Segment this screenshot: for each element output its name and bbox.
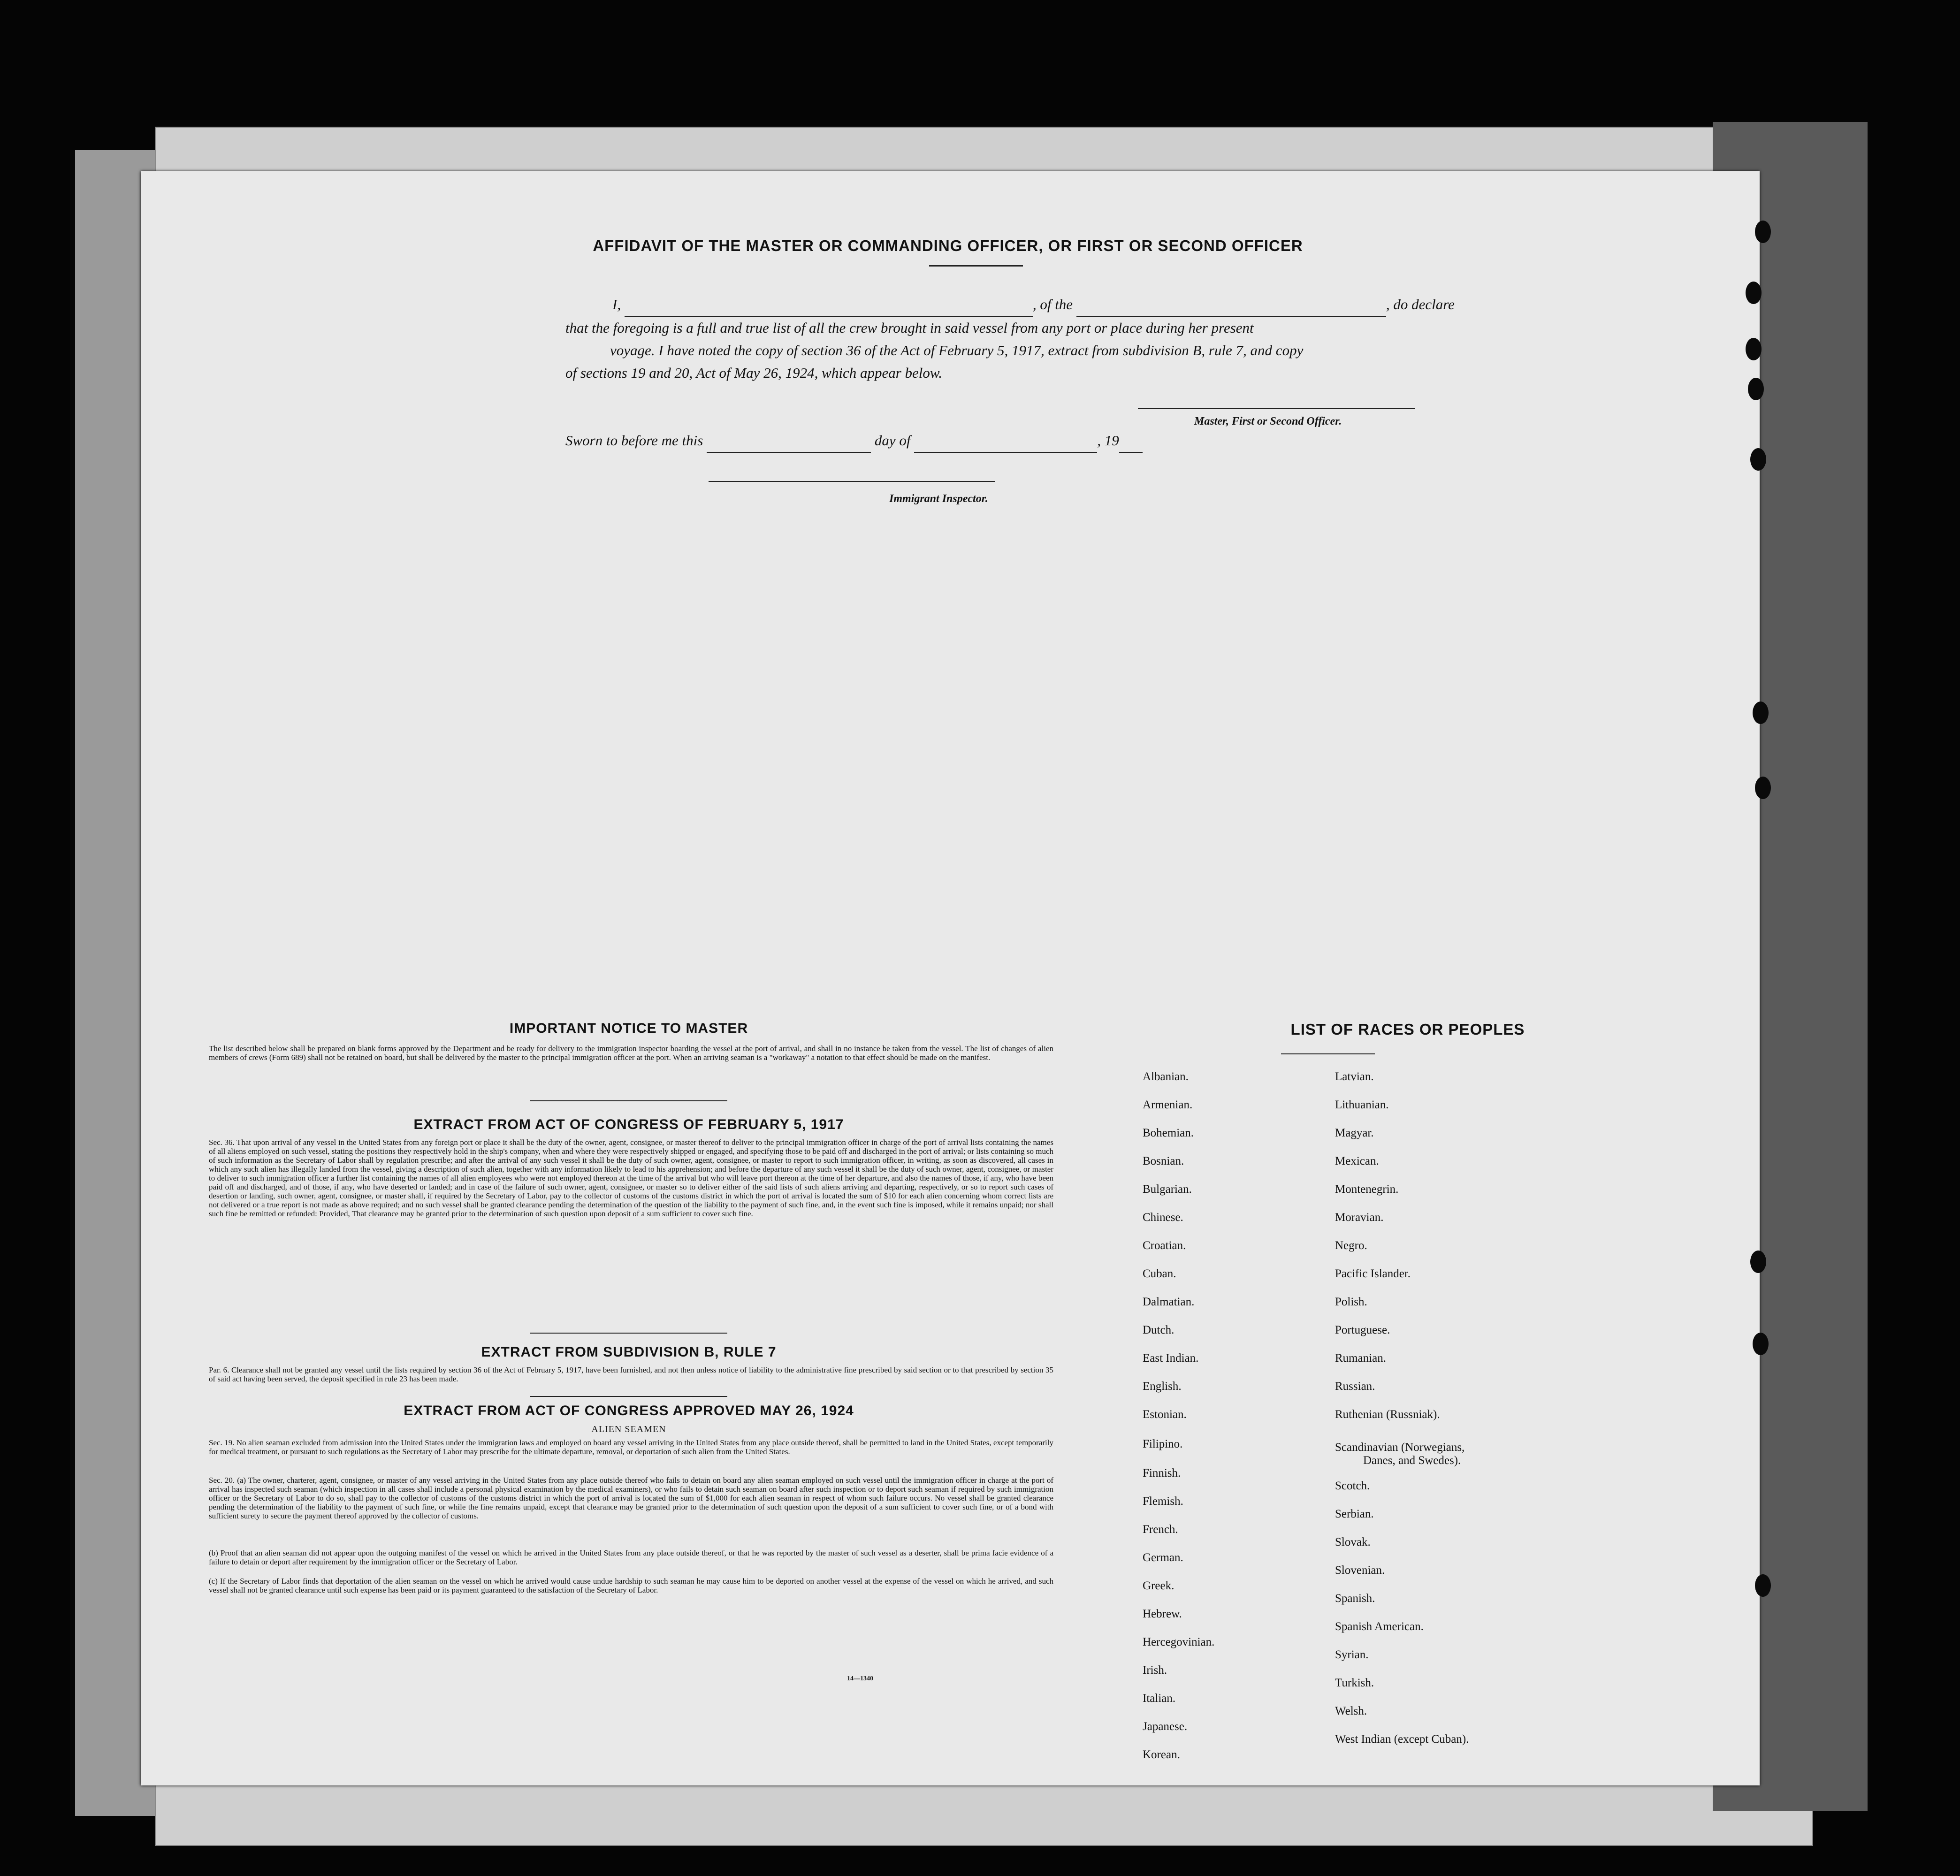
race-item: Finnish.	[1143, 1467, 1181, 1479]
race-item: Greek.	[1143, 1579, 1174, 1592]
race-item: German.	[1143, 1551, 1183, 1564]
race-item: Syrian.	[1335, 1648, 1369, 1661]
form-number: 14—1340	[847, 1675, 873, 1682]
race-item: East Indian.	[1143, 1352, 1199, 1365]
race-item: Irish.	[1143, 1664, 1167, 1677]
notice-rule	[530, 1100, 727, 1101]
extract-1917-rule	[530, 1333, 727, 1334]
sworn-line: Sworn to before me this day of , 19	[565, 429, 1143, 453]
extract-rule7-title: EXTRACT FROM SUBDIVISION B, RULE 7	[481, 1344, 777, 1360]
punch-hole	[1753, 1333, 1769, 1355]
race-item: Japanese.	[1143, 1720, 1188, 1733]
extract-1917-text: Sec. 36. That upon arrival of any vessel in the United States from any foreign port or place it shall be the duty of the owner, agent, consignee, or master thereof to deliver to the principal immigration officer in charge of the port of arrival lists containing the names of all aliens employed on such vessel, stating the positions they respectively hold in the ship's company, when and where they were respectively shipped or engaged, and specifying those to be paid off and discharged in the port of arrival; or lists containing so much of such information as the Secretary of Labor shall by regulation prescribe; and after the arrival of any such vessel it shall be the duty of such owner, agent, consignee, or master to report to such immigration officer, in writing, as soon as discovered, all cases in which any such alien has illegally landed from the vessel, giving a description of such alien, together with any information likely to lead to his apprehension; and before the departure of any such vessel it shall be the duty of such owner, agent, consignee, or master to deliver to such immigration officer a further list containing the names of all alien employees who were not employed thereon at the time of the arrival but who will leave port thereon at the time of her departure, and also the names of those, if any, who have been paid off and discharged, and of those, if any, who have deserted or landed; and in case of the failure of such owner, agent, consignee, or master so to deliver either of the said lists of such aliens arriving and departing, respectively, or so to report such cases of desertion or landing, such owner, agent, consignee, or master shall, if required by the Secretary of Labor, pay to the collector of customs of the customs district in which the port of arrival is located the sum of $10 for each alien concerning whom correct lists are not delivered or a true report is not made as above required; and no such vessel shall be granted clearance pending the determination of the question of the liability to the payment of such fine, and, in the event such fine is imposed, while it remains unpaid; nor shall such fine be remitted or refunded: Provided, That clearance may be granted prior to the determination of such question upon deposit of a sum sufficient to cover such fine.	[209, 1138, 1053, 1218]
race-item: Hercegovinian.	[1143, 1636, 1215, 1648]
affidavit-title-rule	[929, 265, 1023, 267]
race-item: Armenian.	[1143, 1098, 1193, 1111]
punch-hole	[1750, 448, 1766, 471]
race-item: Polish.	[1335, 1296, 1367, 1308]
race-item: Welsh.	[1335, 1705, 1367, 1717]
extract-1924-title: EXTRACT FROM ACT OF CONGRESS APPROVED MAY 26, 1924	[404, 1403, 854, 1418]
sworn-month-blank[interactable]	[914, 429, 1097, 453]
race-item: Ruthenian (Russniak).	[1335, 1408, 1440, 1421]
race-item: Slovenian.	[1335, 1564, 1385, 1577]
sworn-day-blank[interactable]	[707, 429, 871, 453]
master-signature-label: Master, First or Second Officer.	[1194, 415, 1342, 427]
race-item: French.	[1143, 1523, 1178, 1536]
master-signature-line[interactable]	[1138, 408, 1415, 409]
race-item: Estonian.	[1143, 1408, 1187, 1421]
extract-1924-subtitle: ALIEN SEAMEN	[591, 1424, 666, 1434]
notice-text: The list described below shall be prepared on blank forms approved by the Department and be ready for delivery to the immigration inspector boarding the vessel at the port of arrival, and shall in no instance be taken from the vessel. The list of changes of alien members of crews (Form 689) shall not be retained on board, but shall be delivered by the master to the principal immigration officer at the port. When an arriving seaman is a "workaway" a notation to that effect should be made on the manifest.	[209, 1044, 1053, 1062]
race-item: Latvian.	[1335, 1070, 1374, 1083]
race-item: Hebrew.	[1143, 1608, 1182, 1620]
race-item: Spanish.	[1335, 1592, 1375, 1605]
affidavit-line-4: of sections 19 and 20, Act of May 26, 1924, which appear below.	[565, 365, 943, 381]
affidavit-line-3: voyage. I have noted the copy of section 36 of the Act of February 5, 1917, extract from subdivision B, rule 7, and copy	[610, 342, 1304, 358]
extract-1924-sec20c: (c) If the Secretary of Labor finds that deportation of the alien seaman on the vessel on which he arrived would cause undue hardship to such seaman he may cause him to be deported on another vessel at the expense of the vessel on which he arrived, and such vessel shall not be granted clearance until such expense has been paid or its payment guaranteed to the satisfaction of the Secretary of Labor.	[209, 1577, 1053, 1594]
race-item: Serbian.	[1335, 1508, 1374, 1520]
extract-1924-sec19: Sec. 19. No alien seaman excluded from admission into the United States under the immigration laws and employed on board any vessel arriving in the United States from any place outside thereof, shall be permitted to land in the United States, except temporarily for medical treatment, or pursuant to such regulations as the Secretary of Labor may prescribe for the ultimate departure, removal, or deportation of such alien from the United States.	[209, 1438, 1053, 1456]
punch-hole	[1753, 702, 1769, 724]
race-item: Negro.	[1335, 1239, 1367, 1252]
race-item: Turkish.	[1335, 1677, 1374, 1689]
inspector-signature-label: Immigrant Inspector.	[889, 493, 988, 505]
race-item: Flemish.	[1143, 1495, 1183, 1508]
races-right-column	[1335, 1063, 1469, 1754]
race-item: Danes, and Swedes).	[1363, 1454, 1461, 1467]
punch-hole	[1748, 378, 1764, 400]
race-item: Scotch.	[1335, 1479, 1370, 1492]
race-item: Russian.	[1335, 1380, 1375, 1393]
race-item: Lithuanian.	[1335, 1098, 1389, 1111]
extract-1917-title: EXTRACT FROM ACT OF CONGRESS OF FEBRUARY 5, 1917	[413, 1117, 844, 1132]
affidavit-line-2: that the foregoing is a full and true list of all the crew brought in said vessel from any port or place during her present	[565, 320, 1254, 336]
punch-hole	[1746, 338, 1762, 360]
race-item: Portuguese.	[1335, 1324, 1390, 1336]
race-item: Dalmatian.	[1143, 1296, 1195, 1308]
punch-hole	[1755, 777, 1771, 799]
race-item: English.	[1143, 1380, 1182, 1393]
inspector-signature-line[interactable]	[709, 481, 995, 482]
sworn-year-blank[interactable]	[1119, 429, 1143, 453]
punch-hole	[1755, 1574, 1771, 1597]
extract-rule7-text: Par. 6. Clearance shall not be granted any vessel until the lists required by section 36 of the Act of February 5, 1917, have been furnished, and not then unless notice of liability to the administrative fine prescribed by said section or to that prescribed by section 35 of said act having been served, the deposit specified in rule 23 has been made.	[209, 1365, 1053, 1383]
race-item: Chinese.	[1143, 1211, 1183, 1224]
extract-1924-sec20b: (b) Proof that an alien seaman did not appear upon the outgoing manifest of the vessel on which he arrived in the United States from any place outside thereof, or that he was reported by the master of such vessel as a deserter, shall be prima facie evidence of a failure to detain or deport after requirement by the immigration officer or the Secretary of Labor.	[209, 1548, 1053, 1566]
race-item: Moravian.	[1335, 1211, 1384, 1224]
vessel-blank[interactable]	[1076, 293, 1386, 317]
races-left-column	[1143, 1063, 1214, 1769]
race-item: Albanian.	[1143, 1070, 1189, 1083]
race-item: Korean.	[1143, 1748, 1180, 1761]
race-item: Rumanian.	[1335, 1352, 1387, 1365]
race-item: Spanish American.	[1335, 1620, 1424, 1633]
punch-hole	[1755, 221, 1771, 243]
affidavit-title: AFFIDAVIT OF THE MASTER OR COMMANDING OFFICER, OR FIRST OR SECOND OFFICER	[593, 237, 1303, 254]
race-item: Croatian.	[1143, 1239, 1186, 1252]
punch-hole	[1750, 1251, 1766, 1273]
race-item: Pacific Islander.	[1335, 1267, 1411, 1280]
race-item: Bohemian.	[1143, 1127, 1194, 1139]
race-item: Magyar.	[1335, 1127, 1374, 1139]
races-title-rule	[1281, 1053, 1375, 1054]
affidavit-line-1: I, , of the , do declare	[565, 293, 1584, 317]
race-item: Mexican.	[1335, 1155, 1379, 1167]
race-item: Bosnian.	[1143, 1155, 1184, 1167]
affidavit-text	[565, 293, 1584, 384]
races-title: LIST OF RACES OR PEOPLES	[1290, 1021, 1525, 1038]
race-item: Slovak.	[1335, 1536, 1371, 1548]
race-item: Scandinavian (Norwegians,	[1335, 1441, 1465, 1454]
race-item: Montenegrin.	[1335, 1183, 1399, 1196]
race-item: West Indian (except Cuban).	[1335, 1733, 1469, 1746]
punch-hole	[1746, 282, 1762, 304]
race-item: Dutch.	[1143, 1324, 1174, 1336]
race-item: Cuban.	[1143, 1267, 1176, 1280]
notice-title: IMPORTANT NOTICE TO MASTER	[509, 1021, 748, 1036]
race-item: Bulgarian.	[1143, 1183, 1192, 1196]
race-item: Filipino.	[1143, 1438, 1183, 1450]
name-blank[interactable]	[625, 293, 1033, 317]
manifest-page	[141, 171, 1760, 1785]
race-item: Italian.	[1143, 1692, 1176, 1705]
extract-rule7-rule	[530, 1396, 727, 1397]
extract-1924-sec20a: Sec. 20. (a) The owner, charterer, agent, consignee, or master of any vessel arriving in the United States from any place outside thereof who fails to detain on board any alien seaman employed on such vessel until the immigration officer in charge at the port of arrival has inspected such seaman (which inspection in all cases shall include a personal physical examination by the medical examiners), or who fails to detain such seaman on board after such inspection or to deport such seaman if required by such immigration officer or the Secretary of Labor to do so, shall pay to the collector of customs of the customs district in which the port of arrival is located the sum of $1,000 for each alien seaman in respect of whom such failure occurs. No vessel shall be granted clearance pending the determination of the liability to the payment of such fine, or while the fine remains unpaid, except that clearance may be granted prior to the determination of such question upon the deposit of a sum sufficient to cover such fine, or of a bond with sufficient surety to secure the payment thereof approved by the collector of customs.	[209, 1476, 1053, 1520]
